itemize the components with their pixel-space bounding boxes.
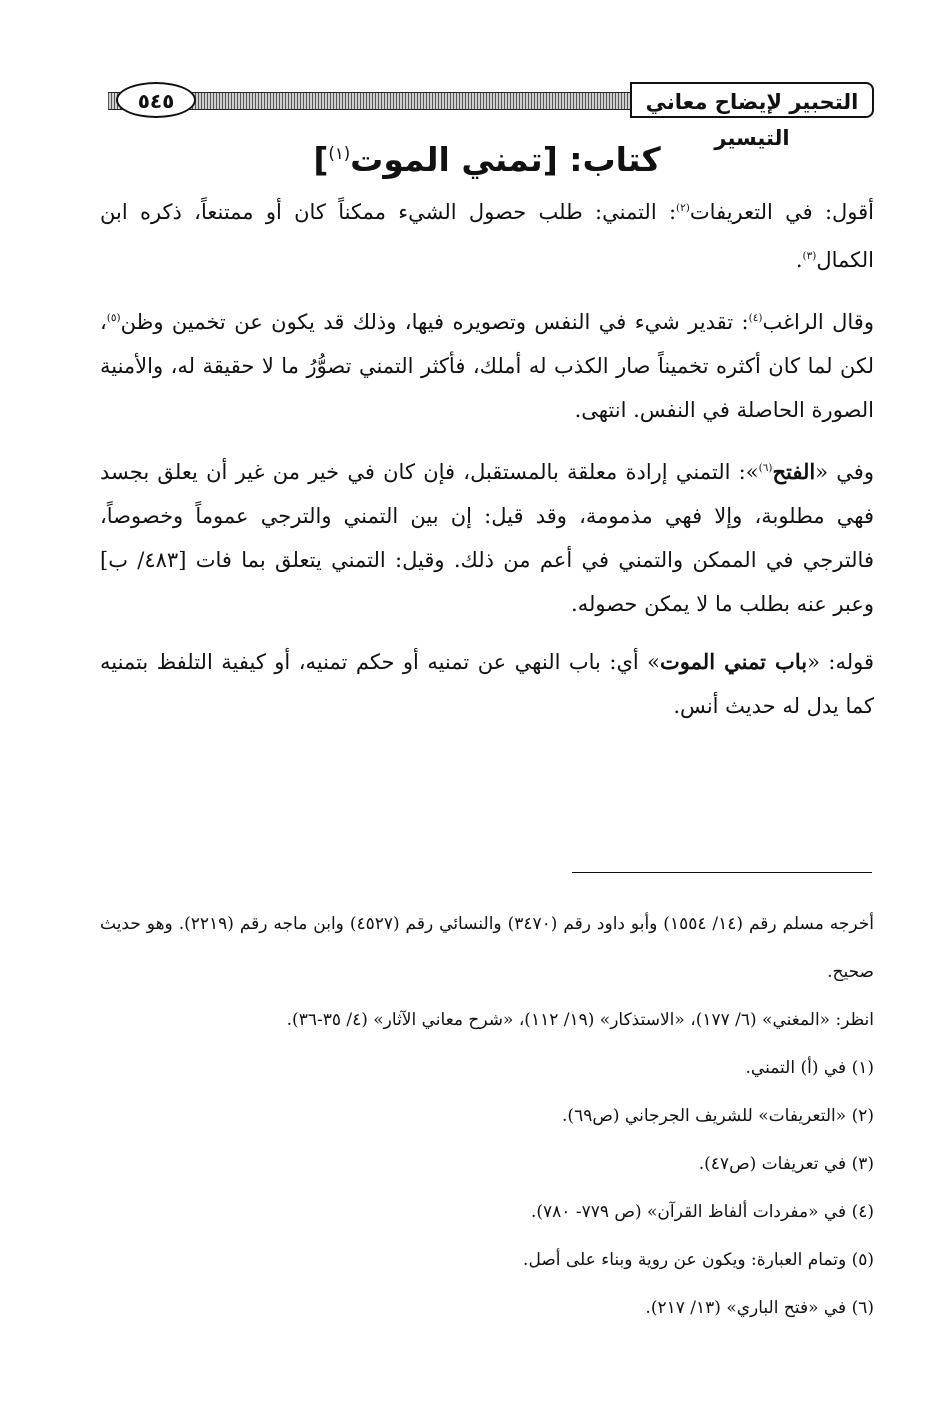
text-run: : تقدير شيء في النفس وتصويره فيها، وذلك قد يكون عن تخمين وظن	[120, 310, 749, 334]
footnote-ref: (٣)	[802, 250, 817, 262]
footnote: (٤) في «مفردات ألفاظ القرآن» (ص ٧٧٩- ٧٨٠).	[530, 1202, 874, 1222]
footnote: انظر: «المغني» (٦/ ١٧٧)، «الاستذكار» (١٩/ ١١٢)، «شرح معاني الآثار» (٤/ ٣٥-٣٦).	[286, 1010, 874, 1030]
text-run: وفي «	[815, 460, 874, 484]
footnote: أخرجه مسلم رقم (١٤/ ١٥٥٤) وأبو داود رقم (٣٤٧٠) والنسائي رقم (٤٥٢٧) وابن ماجه رقم (٢٢١٩). وهو حديث صحيح.	[100, 914, 874, 982]
text-run: قوله: «	[807, 650, 874, 674]
text-run: » أي: باب النهي عن تمنيه أو حكم تمنيه، أو كيفية التلفظ بتمنيه كما يدل له حديث أنس.	[100, 650, 874, 718]
footnote: (٦) في «فتح الباري» (١٣/ ٢١٧).	[645, 1298, 874, 1318]
footnote-ref: (١)	[328, 144, 351, 163]
text-run: : التمني: طلب حصول الشيء ممكناً كان أو ممتنعاً، ذكره ابن الكمال	[100, 200, 874, 272]
footnotes	[100, 900, 874, 1332]
footnote-divider	[572, 872, 872, 873]
footnote: (٢) «التعريفات» للشريف الجرجاني (ص٦٩).	[562, 1106, 874, 1126]
footnote-ref: (٤)	[748, 312, 763, 324]
chapter-title-bracket: ]	[313, 140, 329, 179]
footnote: (١) في (أ) التمني.	[745, 1058, 874, 1078]
chapter-title	[100, 130, 874, 184]
main-text	[100, 186, 874, 742]
footnote: (٣) في تعريفات (ص٤٧).	[698, 1154, 874, 1174]
bold-term: باب تمني الموت	[660, 649, 808, 674]
footnote-ref: (٥)	[106, 312, 121, 324]
text-run: .	[795, 248, 803, 272]
paragraph-1	[100, 186, 874, 282]
footnote-ref: (٦)	[758, 462, 773, 474]
text-run: ، لكن لما كان أكثره تخميناً صار الكذب له أملك، فأكثر التمني تصوُّرُ ما لا حقيقة له، والأمنية الصورة الحاصلة في النفس. انتهى.	[100, 310, 874, 422]
text-run: وقال الراغب	[762, 310, 874, 334]
chapter-title-text: كتاب: [تمني الموت	[350, 140, 661, 179]
page-number: ٥٤٥	[116, 82, 196, 118]
bold-term: الفتح	[772, 459, 816, 484]
paragraph-4	[100, 640, 874, 728]
text-run: أقول: في التعريفات	[689, 200, 875, 224]
footnote-ref: (٢)	[676, 202, 690, 214]
text-run: »: التمني إرادة معلقة بالمستقبل، فإن كان في خير من غير أن يعلق بجسد فهي مطلوبة، وإلا فهي مذمومة، وقد قيل: إن بين التمني والترجي عموماً وخصوصاً، فالترجي في الممكن والتمني في أعم من ذلك. وقيل: التمني يتعلق بما فات [٤٨٣/ ب] وعبر عنه بطلب ما لا يمكن حصوله.	[100, 460, 874, 616]
book-title: التحبير لإيضاح معاني التيسير	[630, 82, 874, 118]
running-header	[100, 80, 874, 150]
footnote: (٥) وتمام العبارة: ويكون عن روية وبناء على أصل.	[523, 1250, 874, 1270]
paragraph-3	[100, 446, 874, 626]
paragraph-2	[100, 296, 874, 432]
